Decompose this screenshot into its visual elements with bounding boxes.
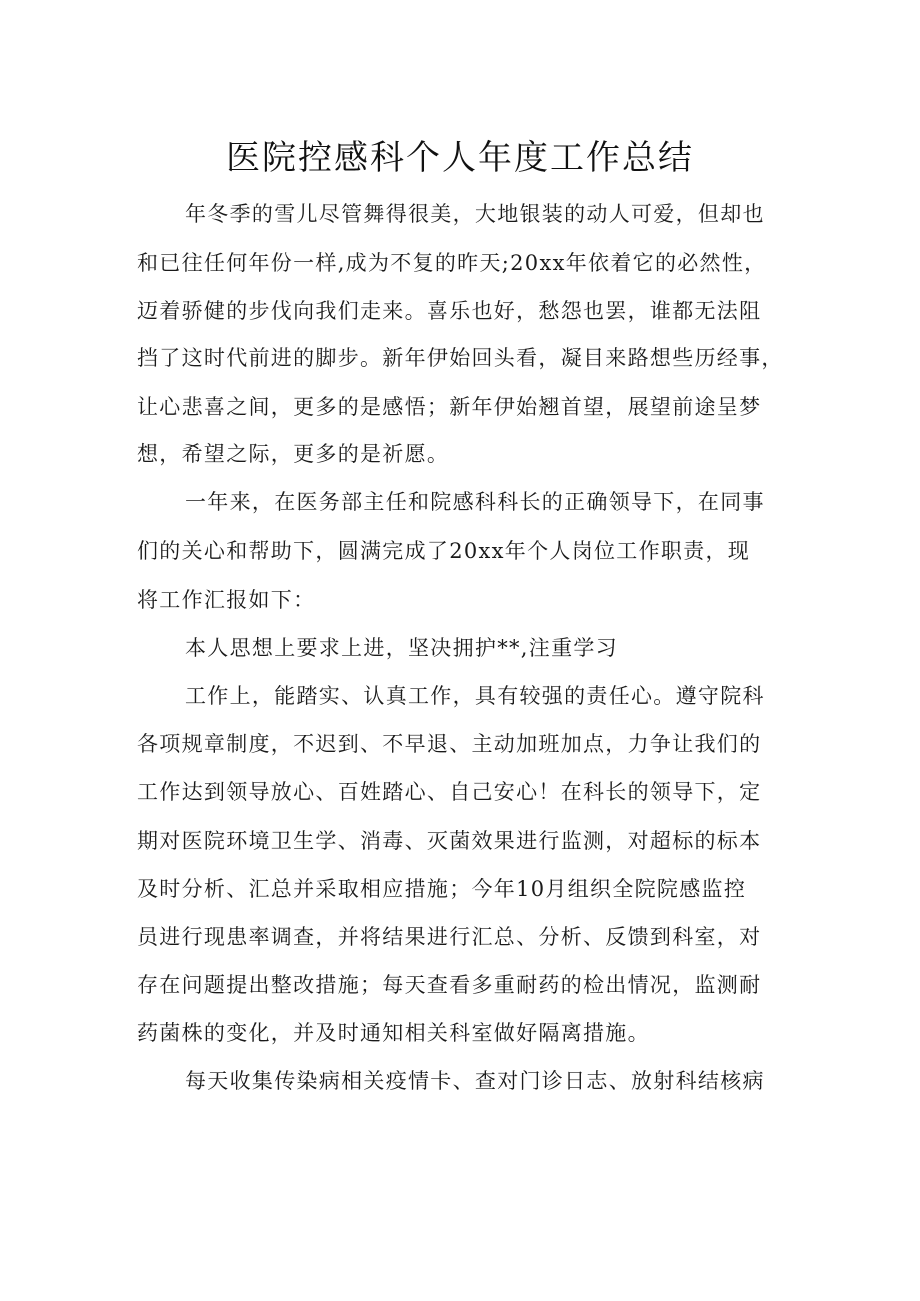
document-title: 医院控感科个人年度工作总结: [226, 138, 694, 178]
paragraph-line: 年冬季的雪儿尽管舞得很美，大地银装的动人可爱，但却也: [185, 202, 765, 226]
paragraph-line: 和已往任何年份一样,成为不复的昨天;20xx年依着它的必然性，: [137, 251, 767, 275]
paragraph-line: 每天收集传染病相关疫情卡、查对门诊日志、放射科结核病: [185, 1069, 765, 1093]
paragraph-line: 存在问题提出整改措施；每天查看多重耐药的检出情况，监测耐: [137, 973, 762, 997]
paragraph-line: 各项规章制度，不迟到、不早退、主动加班加点，力争让我们的: [137, 732, 762, 756]
paragraph-line: 们的关心和帮助下，圆满完成了20xx年个人岗位工作职责，现: [137, 539, 751, 563]
paragraph-line: 将工作汇报如下：: [137, 588, 316, 612]
paragraph-line: 让心悲喜之间，更多的是感悟；新年伊始翘首望，展望前途呈梦: [137, 395, 762, 419]
paragraph-line: 工作达到领导放心、百姓踏心、自己安心！在科长的领导下，定: [137, 780, 762, 804]
paragraph-line: 本人思想上要求上进，坚决拥护**,注重学习: [185, 636, 618, 660]
paragraph-line: 药菌株的变化，并及时通知相关科室做好隔离措施。: [137, 1021, 650, 1045]
paragraph-line: 一年来，在医务部主任和院感科科长的正确领导下，在同事: [185, 490, 765, 514]
paragraph-line: 想，希望之际，更多的是祈愿。: [137, 442, 450, 466]
paragraph-line: 工作上，能踏实、认真工作，具有较强的责任心。遵守院科: [185, 684, 765, 708]
paragraph-line: 员进行现患率调查，并将结果进行汇总、分析、反馈到科室，对: [137, 925, 762, 949]
paragraph-line: 挡了这时代前进的脚步。新年伊始回头看，凝目来路想些历经事，: [137, 346, 784, 370]
paragraph-line: 迈着骄健的步伐向我们走来。喜乐也好，愁怨也罢，谁都无法阻: [137, 299, 762, 323]
paragraph-line: 期对医院环境卫生学、消毒、灭菌效果进行监测，对超标的标本: [137, 829, 762, 853]
paragraph-line: 及时分析、汇总并采取相应措施；今年10月组织全院院感监控: [137, 877, 747, 901]
